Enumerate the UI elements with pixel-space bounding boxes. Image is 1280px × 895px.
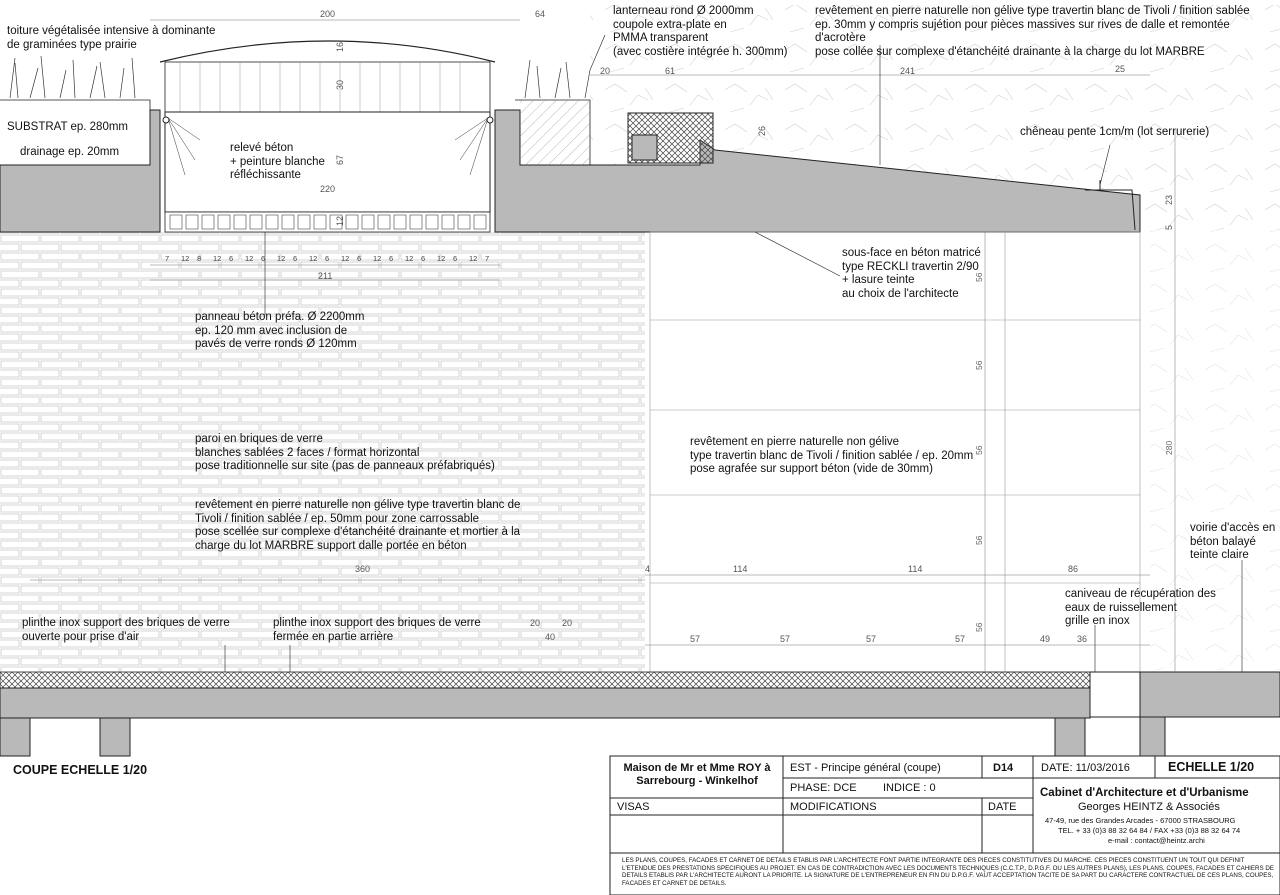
dimension-vertical: 280 (1164, 440, 1174, 455)
drainage-label: drainage ep. 20mm (20, 146, 120, 158)
dimension-bottom: 57 (780, 634, 791, 644)
brick-dimension: 6 (325, 254, 330, 263)
visas-header: VISAS (617, 801, 650, 813)
dimension-top: 200 (320, 9, 336, 19)
plinth-closed-label: plinthe inox support des briques de verre fermée en partie arrière (273, 617, 481, 643)
dimension-top: 67 (335, 154, 345, 165)
sheet-code: D14 (993, 762, 1014, 774)
soffit-label: sous-face en béton matricé type RECKLI travertin 2/90 + lasure teinte au choix de l'architecte (842, 247, 981, 300)
brick-dimension: 12 (181, 254, 190, 263)
sheet-date: DATE: 11/03/2016 (1041, 762, 1130, 774)
road-label: voirie d'accès en béton balayé teinte claire (1190, 522, 1276, 561)
brick-dimension: 12 (341, 254, 350, 263)
substrate-label: SUBSTRAT ep. 280mm (7, 121, 129, 133)
brick-dimension: 6 (293, 254, 298, 263)
wall-cladding-label: revêtement en pierre naturelle non gélive type travertin blanc de Tivoli / finition sablée / ep. 20mm pose agrafée sur support béton (vide de 30mm) (690, 436, 974, 475)
brick-dimension: 7 (485, 254, 490, 263)
firm-phone: TEL. + 33 (0)3 88 32 64 84 / FAX +33 (0)3 88 32 64 74 (1058, 826, 1241, 835)
firm-email: e-mail : contact@heintz.archi (1108, 836, 1205, 845)
dimension-vertical: 56 (974, 360, 984, 370)
brick-dimension: 6 (357, 254, 362, 263)
dimension-bottom: 360 (355, 564, 371, 574)
dimension-top: 30 (335, 79, 345, 90)
glass-brick-label: paroi en briques de verre blanches sablées 2 faces / format horizontal pose traditionnelle sur site (pas de panneaux préfabriqués) (195, 433, 495, 472)
sheet-title: EST - Principe général (coupe) (790, 762, 941, 774)
plinth-open-label: plinthe inox support des briques de verre ouverte pour prise d'air (22, 617, 230, 643)
dimension-bottom: 57 (955, 634, 966, 644)
sheet-scale: ECHELLE 1/20 (1168, 760, 1255, 774)
ground-slab (0, 672, 1090, 688)
date-header: DATE (988, 801, 1017, 813)
dimension-bottom: 114 (908, 564, 923, 574)
dimension-bottom: 57 (690, 634, 701, 644)
dimension-bottom: 40 (545, 632, 556, 642)
precast-panel-label: panneau béton préfa. Ø 2200mm ep. 120 mm avec inclusion de pavés de verre ronds Ø 120mm (195, 311, 365, 350)
disclaimer: LES PLANS, COUPES, FACADES ET CARNET DE DETAILS ETABLIS PAR L'ARCHITECTE FONT PARTIE INTEGRANTE DES PIECES CONSTITUTIVES DU MARCHE. CES PIECES CONSTITUENT UN TOUT QUI DEFINIT L'ETENDUE DES PRESTATIONS SPECIFIQUES AU PROJET. EN CAS DE CONTRADICTION AVEC LES DOCUMENTS TECHNIQUES (C.C.T.P., D.P.G.F. OU LES AUTRES PLANS), LES PLANS, COUPES, FACADES ET CAHIERS DE DETAILS ETABLIS PAR L'ARCHITECTE AURONT LA PRIORITE. LA SIGNATURE DE L'ENTREPRENEUR EN FIN DU D.P.G.F. VAUT ACCEPTATION TACITE DE SA PART DU CARACTERE CONTRACTUEL DE CES PLANS, COUPES, FACADES ET CARNET DE DETAILS. (622, 857, 1274, 887)
dimension-bottom: 86 (1068, 564, 1079, 574)
brick-dimension: 12 (213, 254, 222, 263)
dimension-top: 220 (320, 184, 336, 194)
brick-dimension: 12 (373, 254, 382, 263)
dimension-vertical: 56 (974, 445, 984, 455)
brick-dimension: 6 (421, 254, 426, 263)
dimension-top: 26 (757, 125, 767, 136)
dimension-bottom: 20 (530, 618, 541, 628)
dimension-bottom: 114 (733, 564, 748, 574)
dimension-top: 61 (665, 66, 676, 76)
dimension-vertical: 56 (974, 622, 984, 632)
skylight-label: lanterneau rond Ø 2000mm coupole extra-plate en PMMA transparent (avec costière intégrée h. 300mm) (613, 5, 788, 58)
modifications-header: MODIFICATIONS (790, 801, 877, 813)
brick-dimension: 12 (405, 254, 414, 263)
dimension-top: 16 (335, 41, 345, 52)
dimension-bottom: 57 (866, 634, 877, 644)
firm-partner: Georges HEINTZ & Associés (1078, 801, 1220, 813)
brick-dimension: 12 (469, 254, 478, 263)
dimension-bottom: 4 (645, 564, 651, 574)
phase: PHASE: DCE (790, 782, 857, 794)
brick-dimension: 6 (453, 254, 458, 263)
dimension-211: 211 (318, 271, 333, 281)
brick-dimension: 8 (197, 254, 202, 263)
brick-dimension: 6 (229, 254, 234, 263)
dimension-bottom: 49 (1040, 634, 1051, 644)
scale-title: COUPE ECHELLE 1/20 (13, 763, 148, 777)
firm-name: Cabinet d'Architecture et d'Urbanisme (1040, 787, 1249, 799)
client-name: Maison de Mr et Mme ROY à Sarrebourg - Winkelhof (623, 762, 771, 787)
gutter-label: chêneau pente 1cm/m (lot serrurerie) (1020, 126, 1210, 138)
dimension-vertical: 56 (974, 535, 984, 545)
brick-dimension: 12 (277, 254, 286, 263)
dimension-top: 64 (535, 9, 546, 19)
firm-address: 47-49, rue des Grandes Arcades - 67000 STRASBOURG (1045, 816, 1236, 825)
brick-dimension: 6 (389, 254, 394, 263)
top-cladding-label: revêtement en pierre naturelle non gélive type travertin blanc de Tivoli / finition sablée ep. 30mm y compris sujétion pour pièces massives sur rives de dalle et remontée d'acrotère pose collée sur complexe d'étanchéité drainante à la charge du lot MARBRE (815, 5, 1250, 58)
dimension-top: 5 (1164, 224, 1174, 230)
brick-dimension: 12 (437, 254, 446, 263)
upstand-label: relevé béton + peinture blanche réfléchissante (230, 142, 325, 181)
floor-cladding-label: revêtement en pierre naturelle non gélive type travertin blanc de Tivoli / finition sablée / ep. 50mm pour zone carrossable pose scellée sur complexe d'étanchéité drainante et mortier à la charge du lot MARBRE support dalle portée en béton (195, 499, 521, 552)
dimension-top: 23 (1164, 194, 1174, 205)
dimension-vertical: 56 (974, 272, 984, 282)
drain-channel-label: caniveau de récupération des eaux de ruissellement grille en inox (1065, 588, 1216, 627)
brick-dimension: 12 (245, 254, 254, 263)
dimension-top: 20 (600, 66, 611, 76)
indice: INDICE : 0 (883, 782, 936, 794)
brick-dimension: 12 (309, 254, 318, 263)
green-roof-label: toiture végétalisée intensive à dominante de graminées type prairie (7, 25, 216, 51)
brick-dimension: 7 (165, 254, 170, 263)
dimension-top: 241 (900, 66, 916, 76)
dimension-bottom: 36 (1077, 634, 1088, 644)
dimension-bottom: 20 (562, 618, 573, 628)
dimension-top: 12 (335, 215, 345, 226)
dimension-top: 25 (1115, 64, 1126, 74)
brick-dimension: 6 (261, 254, 266, 263)
